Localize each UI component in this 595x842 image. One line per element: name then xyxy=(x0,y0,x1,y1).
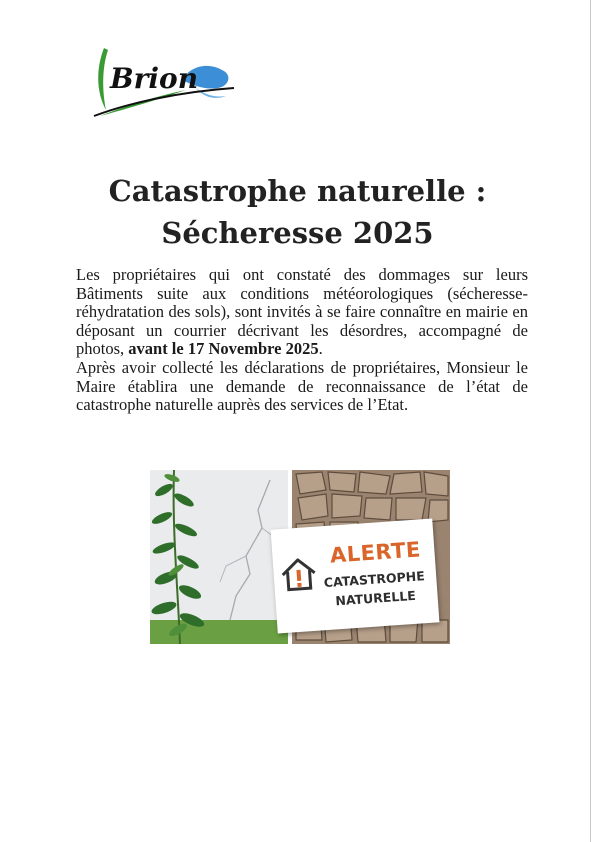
paragraph-2: Après avoir collecté les déclarations de propriétaires, Monsieur le Maire établira une demande de reconnaissance de l’état de catastrophe naturelle auprès des services de l’Etat. xyxy=(76,357,528,415)
house-alert-icon xyxy=(279,555,319,594)
page-title xyxy=(60,170,535,254)
paragraph-1-text: Les propriétaires qui ont constaté des dommages sur leurs Bâtiments suite aux conditions météorologiques (sécheresse-réhydratation des sols), sont invités à se faire connaître en mairie en déposant un courrier décrivant les désordres, accompagné de photos, xyxy=(76,265,528,359)
alert-line-1: CATASTROPHE xyxy=(323,568,426,591)
page-edge-line xyxy=(590,0,591,842)
logo-wordmark: Brion xyxy=(110,62,199,95)
alert-subtitle xyxy=(316,566,434,612)
title-line-2: Sécheresse 2025 xyxy=(161,216,434,250)
deadline-date: avant le 17 Novembre 2025 xyxy=(128,339,319,359)
paragraph-1 xyxy=(76,266,528,359)
notice-body xyxy=(76,266,528,415)
title-line-1: Catastrophe naturelle : xyxy=(108,174,487,208)
paragraph-1-end: . xyxy=(318,339,323,359)
alert-line-2: NATURELLE xyxy=(334,587,417,609)
brion-logo xyxy=(86,44,238,120)
alert-title: ALERTE xyxy=(329,537,422,568)
alert-card xyxy=(271,518,440,633)
